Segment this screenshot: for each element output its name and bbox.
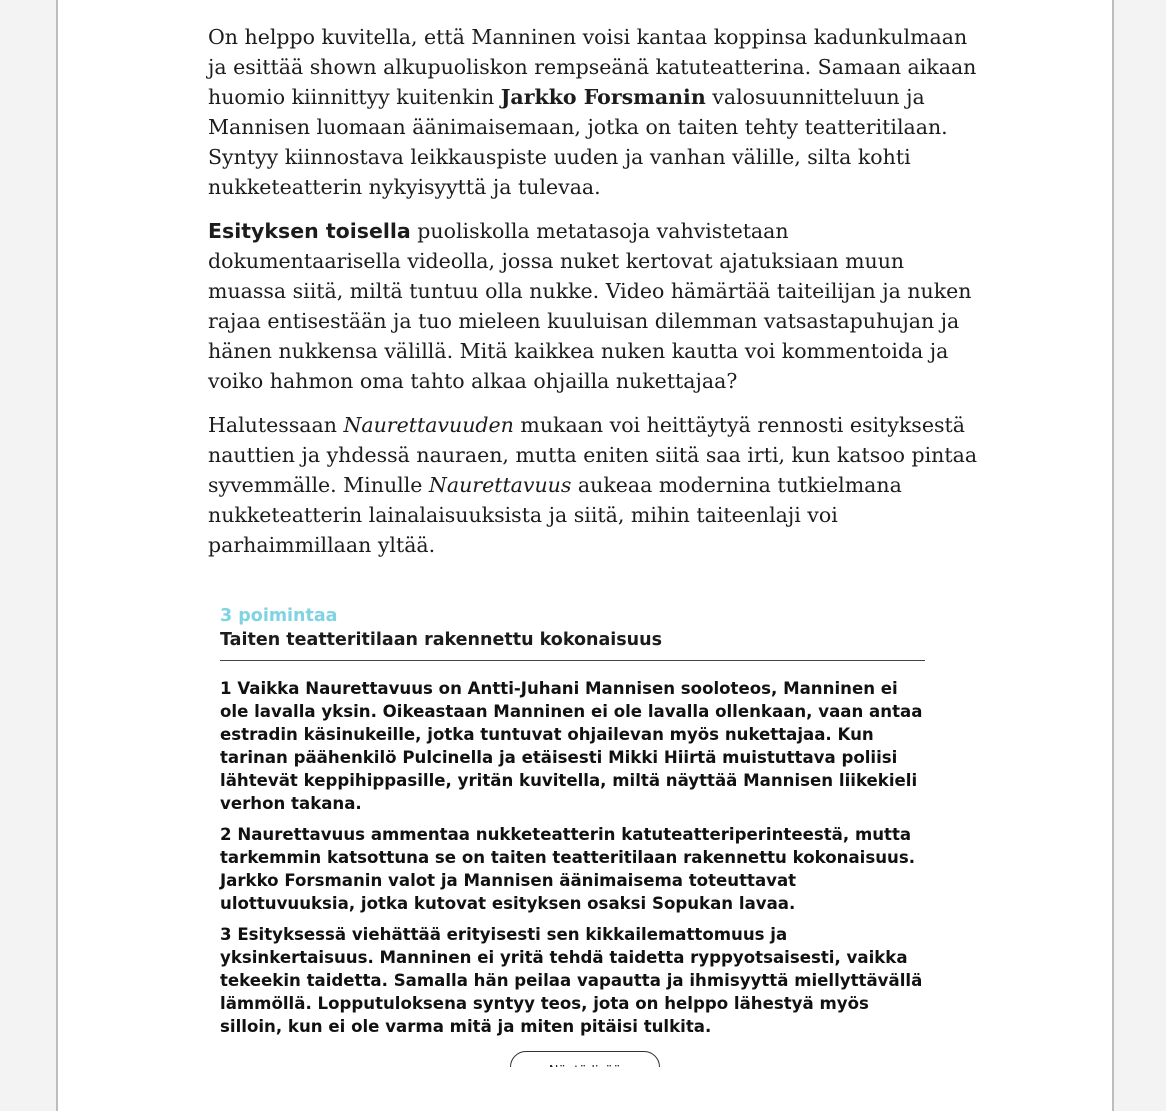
- paragraph-text: aukeaa modernina tutkielmana nukketeatterin lainalaisuuksista ja siitä, mihin taiteenlaji voi parhaimmillaan yltää.: [208, 473, 902, 557]
- paragraph-text: puoliskolla metatasoja vahvistetaan dokumentaarisella videolla, jossa nuket kertovat ajatuksiaan muun muassa siitä, miltä tuntuu olla nukke. Video hämärtää taiteilijan ja nuken rajaa entisestään ja tuo mieleen kuuluisan dilemman vatsastapuhujan ja hänen nukkensa välillä. Mitä kaikkea nuken kautta voi kommentoida ja voiko hahmon oma tahto alkaa ohjailla nukettajaa?: [208, 219, 972, 393]
- article-paragraph-3: [208, 410, 978, 560]
- paragraph-text: mukaan voi heittäytyä rennosti esityksestä nauttien ja yhdessä nauraen, mutta eniten siitä saa irti, kun katsoo pintaa syvemmälle. Minulle: [208, 413, 978, 497]
- paragraph-text: valosuunnitteluun ja Mannisen luomaan äänimaisemaan, jotka on taiten tehty teatteritilaan. Syntyy kiinnostava leikkauspiste uuden ja vanhan välille, silta kohti nukketeatterin nykyisyyttä ja tulevaa.: [208, 85, 948, 199]
- article-body: [208, 22, 978, 574]
- highlights-kicker: 3 poimintaa: [220, 606, 338, 626]
- highlights-box: [220, 604, 925, 1046]
- highlight-item: 1 Vaikka Naurettavuus on Antti-Juhani Mannisen sooloteos, Manninen ei ole lavalla yksin. Oikeastaan Manninen ei ole lavalla ollenkaan, vaan antaa estradin käsinukeille, jotka tuntuvat ohjailevan myös nukettajaa. Kun tarinan päähenkilö Pulcinella ja etäisesti Mikki Hiirtä muistuttava poliisi lähtevät keppihippasille, yritän kuvitella, miltä näyttää Mannisen liikekieli verhon takana.: [220, 679, 923, 813]
- article-paragraph-2: [208, 216, 978, 396]
- paragraph-text: On helppo kuvitella, että Manninen voisi kantaa koppinsa kadunkulmaan ja esittää shown alkupuoliskon rempseänä katuteatterina. Samaan aikaan huomio kiinnittyy kuitenkin: [208, 25, 977, 109]
- paragraph-text: Halutessaan: [208, 413, 344, 437]
- document-page: [56, 0, 1114, 1111]
- highlight-item: 2 Naurettavuus ammentaa nukketeatterin katuteatteriperinteestä, mutta tarkemmin katsottuna se on taiten teatteritilaan rakennettu kokonaisuus. Jarkko Forsmanin valot ja Mannisen äänimaisema toteuttavat ulottuvuuksia, jotka kutovat esityksen osaksi Sopukan lavaa.: [220, 825, 916, 913]
- highlight-item: 3 Esityksessä viehättää erityisesti sen kikkailemattomuus ja yksinkertaisuus. Manninen ei yritä tehdä taidetta ryppyotsaisesti, vaikka tekeekin taidetta. Samalla hän peilaa vapautta ja ihmisyyttä miellyttävällä lämmöllä. Lopputuloksena syntyy teos, jota on helppo lähestyä myös silloin, kun ei ole varma mitä ja miten pitäisi tulkita.: [220, 925, 923, 1036]
- person-name-bold: Jarkko Forsmanin: [500, 85, 706, 109]
- show-more-clip: [510, 1051, 660, 1111]
- work-title-italic: Naurettavuus: [428, 473, 572, 497]
- article-paragraph-1: [208, 22, 978, 202]
- show-more-mask: [510, 1067, 660, 1111]
- paragraph-lead-bold: Esityksen toisella: [208, 219, 411, 243]
- highlights-title: Taiten teatteritilaan rakennettu kokonaisuus: [220, 628, 925, 661]
- work-title-italic: Naurettavuuden: [343, 413, 514, 437]
